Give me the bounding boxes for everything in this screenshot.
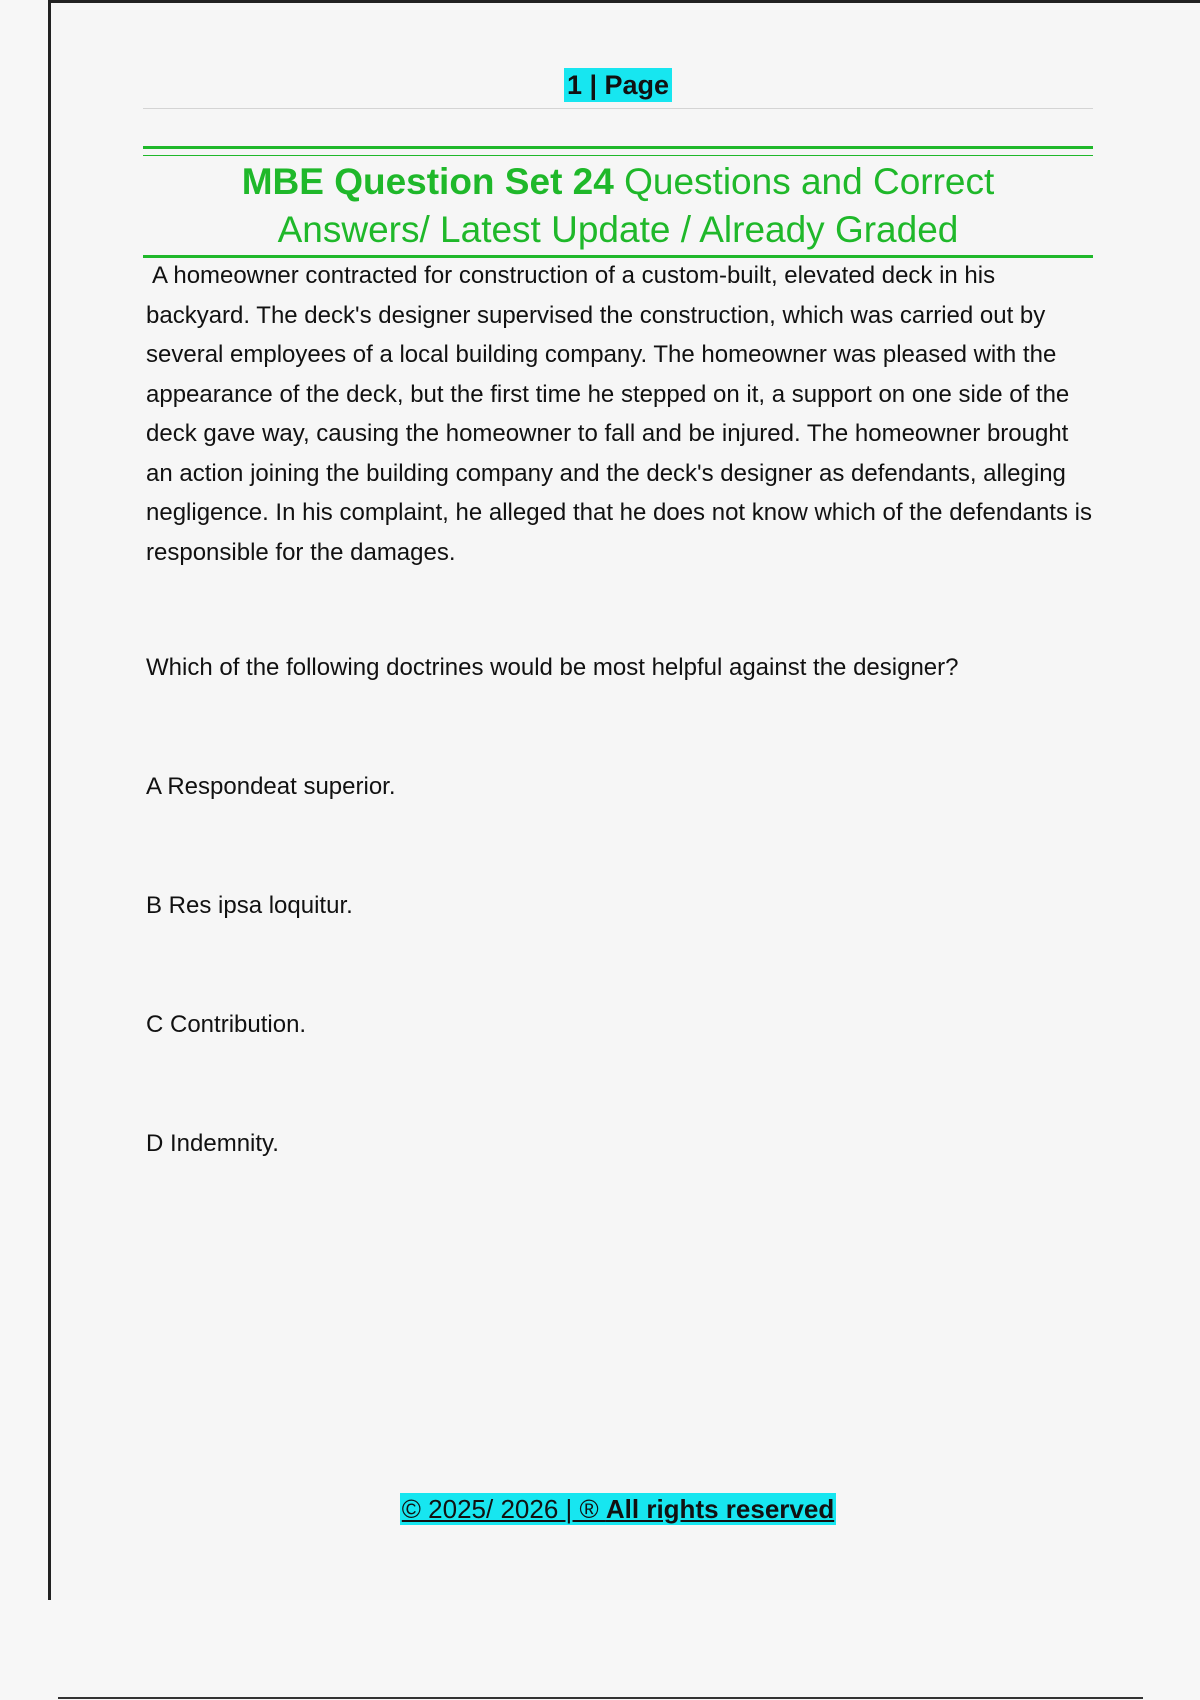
document-title bbox=[143, 158, 1093, 254]
title-rule-top-thin bbox=[143, 155, 1093, 156]
question-stem: A homeowner contracted for construction of a custom-built, elevated deck in his backyard. The deck's designer supervised the construction, which was carried out by several employees of a local building company. The homeowner was pleased with the appearance of the deck, but the first time he stepped on it, a support on one side of the deck gave way, causing the homeowner to fall and be injured. The homeowner brought an action joining the building company and the deck's designer as defendants, alleging negligence. In his complaint, he alleged that he does not know which of the defendants is responsible for the damages. bbox=[146, 262, 1092, 566]
page-number: 1 | Page bbox=[564, 68, 672, 102]
question-prompt: Which of the following doctrines would be most helpful against the designer? bbox=[146, 654, 959, 681]
copyright-years: © 2025/ 2026 | ® bbox=[401, 1494, 606, 1524]
option-c: C Contribution. bbox=[146, 1011, 307, 1038]
title-rule-top bbox=[143, 146, 1093, 149]
header-divider bbox=[143, 108, 1093, 109]
page-header bbox=[143, 68, 1093, 102]
copyright-notice bbox=[400, 1493, 836, 1525]
option-a: A Respondeat superior. bbox=[146, 773, 396, 800]
rights-reserved: All rights reserved bbox=[605, 1494, 835, 1524]
bottom-divider bbox=[58, 1697, 1143, 1699]
title-line1-rest: Questions and Correct bbox=[613, 161, 995, 202]
option-d: D Indemnity. bbox=[146, 1130, 279, 1157]
title-line2: Answers/ Latest Update / Already Graded bbox=[277, 209, 959, 250]
option-b: B Res ipsa loquitur. bbox=[146, 892, 353, 919]
title-bold-part: MBE Question Set 24 bbox=[241, 161, 614, 202]
page-footer bbox=[143, 1493, 1093, 1525]
